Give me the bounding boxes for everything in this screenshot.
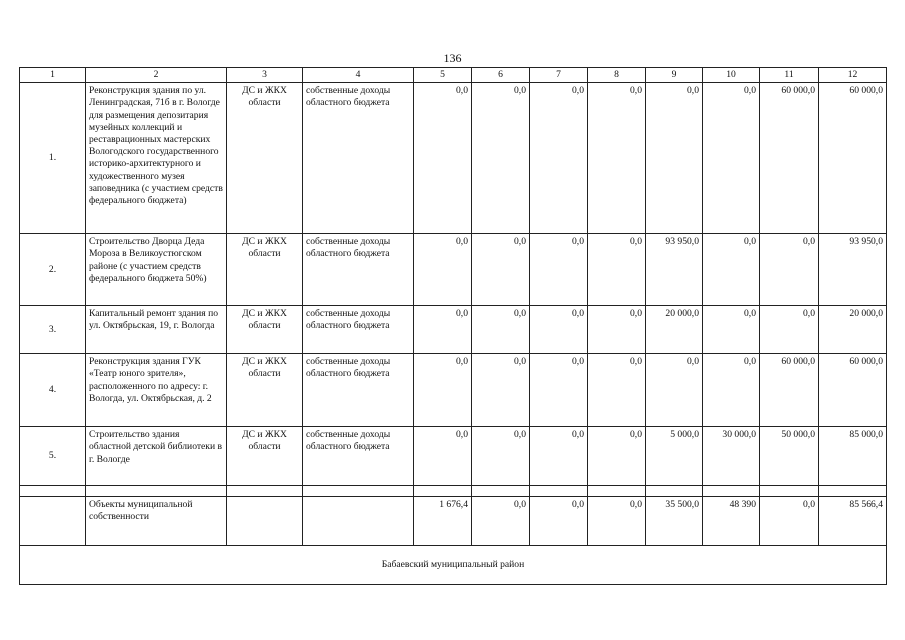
header-cell: 11	[760, 68, 819, 83]
value-cell: 5 000,0	[646, 427, 703, 486]
total-cell: 60 000,0	[819, 354, 887, 427]
page-number: 136	[443, 51, 462, 65]
value-cell: 0,0	[588, 83, 646, 234]
value-cell: 0,0	[588, 354, 646, 427]
value-cell: 0,0	[703, 354, 760, 427]
responsible-body: ДС и ЖКХ области	[227, 234, 303, 306]
object-name: Реконструкция здания по ул. Ленинградская, 71б в г. Вологде для размещения депозитария музейных коллекций и реставрационных мастерских Вологодского государственного историко-архитектурного и художественного музея заповедника (с участием средств федерального бюджета)	[86, 83, 227, 234]
value-cell: 50 000,0	[760, 427, 819, 486]
table-row	[20, 306, 887, 354]
empty-cell	[227, 497, 303, 546]
header-cell: 12	[819, 68, 887, 83]
budget-table	[19, 67, 887, 585]
value-cell: 0,0	[414, 234, 472, 306]
value-cell: 0,0	[472, 234, 530, 306]
value-cell: 0,0	[588, 427, 646, 486]
header-cell: 8	[588, 68, 646, 83]
value-cell: 0,0	[472, 427, 530, 486]
value-cell: 20 000,0	[646, 306, 703, 354]
table-row	[20, 427, 887, 486]
value-cell: 0,0	[588, 497, 646, 546]
value-cell: 0,0	[472, 497, 530, 546]
header-cell: 9	[646, 68, 703, 83]
district-heading: Бабаевский муниципальный район	[20, 546, 887, 585]
district-row	[20, 546, 887, 585]
value-cell: 60 000,0	[760, 83, 819, 234]
value-cell: 0,0	[472, 354, 530, 427]
value-cell: 0,0	[414, 306, 472, 354]
row-number: 1.	[20, 83, 86, 234]
header-cell: 1	[20, 68, 86, 83]
header-cell: 5	[414, 68, 472, 83]
value-cell: 0,0	[530, 354, 588, 427]
value-cell: 0,0	[760, 234, 819, 306]
value-cell: 0,0	[530, 497, 588, 546]
total-cell: 85 566,4	[819, 497, 887, 546]
column-number-header	[20, 68, 887, 83]
responsible-body: ДС и ЖКХ области	[227, 83, 303, 234]
funding-source: собственные доходы областного бюджета	[303, 354, 414, 427]
value-cell: 0,0	[646, 83, 703, 234]
empty-row	[20, 486, 887, 497]
value-cell: 93 950,0	[646, 234, 703, 306]
value-cell: 1 676,4	[414, 497, 472, 546]
table-row	[20, 83, 887, 234]
total-cell: 93 950,0	[819, 234, 887, 306]
value-cell: 35 500,0	[646, 497, 703, 546]
header-cell: 3	[227, 68, 303, 83]
value-cell: 0,0	[530, 427, 588, 486]
value-cell: 48 390	[703, 497, 760, 546]
value-cell: 0,0	[588, 306, 646, 354]
row-number: 5.	[20, 427, 86, 486]
total-cell: 60 000,0	[819, 83, 887, 234]
value-cell: 0,0	[530, 83, 588, 234]
total-cell: 20 000,0	[819, 306, 887, 354]
object-name: Реконструкция здания ГУК «Театр юного зрителя», расположенного по адресу: г. Вологда, ул. Октябрьская, д. 2	[86, 354, 227, 427]
table-row	[20, 234, 887, 306]
value-cell: 60 000,0	[760, 354, 819, 427]
header-cell: 4	[303, 68, 414, 83]
object-name: Строительство Дворца Деда Мороза в Великоустюгском районе (с участием средств федерального бюджета 50%)	[86, 234, 227, 306]
header-cell: 10	[703, 68, 760, 83]
value-cell: 0,0	[703, 306, 760, 354]
header-cell: 7	[530, 68, 588, 83]
value-cell: 0,0	[530, 306, 588, 354]
row-number: 4.	[20, 354, 86, 427]
funding-source: собственные доходы областного бюджета	[303, 306, 414, 354]
value-cell: 0,0	[530, 234, 588, 306]
municipal-row	[20, 497, 887, 546]
empty-cell	[303, 497, 414, 546]
funding-source: собственные доходы областного бюджета	[303, 83, 414, 234]
value-cell: 0,0	[760, 497, 819, 546]
value-cell: 0,0	[414, 354, 472, 427]
header-cell: 2	[86, 68, 227, 83]
total-cell: 85 000,0	[819, 427, 887, 486]
value-cell: 0,0	[414, 83, 472, 234]
value-cell: 0,0	[760, 306, 819, 354]
value-cell: 0,0	[414, 427, 472, 486]
object-name: Капитальный ремонт здания по ул. Октябрьская, 19, г. Вологда	[86, 306, 227, 354]
table-row	[20, 354, 887, 427]
value-cell: 0,0	[646, 354, 703, 427]
value-cell: 30 000,0	[703, 427, 760, 486]
row-number: 3.	[20, 306, 86, 354]
municipal-name: Объекты муниципальной собственности	[86, 497, 227, 546]
funding-source: собственные доходы областного бюджета	[303, 427, 414, 486]
responsible-body: ДС и ЖКХ области	[227, 306, 303, 354]
value-cell: 0,0	[588, 234, 646, 306]
value-cell: 0,0	[472, 83, 530, 234]
object-name: Строительство здания областной детской библиотеки в г. Вологде	[86, 427, 227, 486]
responsible-body: ДС и ЖКХ области	[227, 427, 303, 486]
value-cell: 0,0	[703, 83, 760, 234]
responsible-body: ДС и ЖКХ области	[227, 354, 303, 427]
header-cell: 6	[472, 68, 530, 83]
empty-cell	[20, 497, 86, 546]
row-number: 2.	[20, 234, 86, 306]
value-cell: 0,0	[703, 234, 760, 306]
value-cell: 0,0	[472, 306, 530, 354]
funding-source: собственные доходы областного бюджета	[303, 234, 414, 306]
